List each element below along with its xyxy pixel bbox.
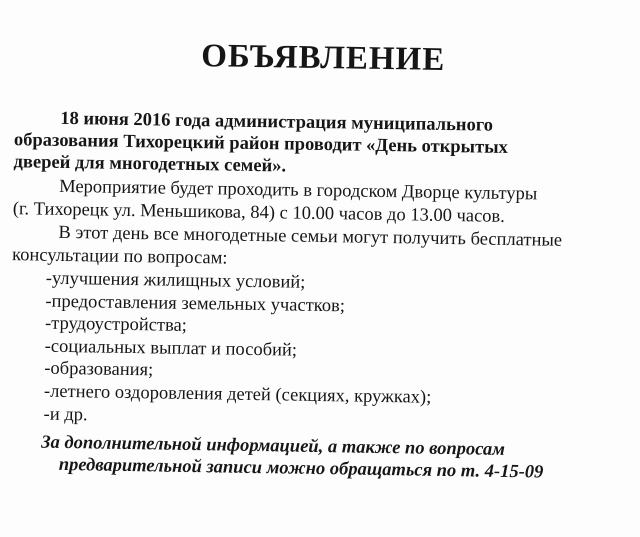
- footer-line: За дополнительной информацией, а также по вопросам: [41, 432, 506, 460]
- consult-line: В этот день все многодетные семьи могут получить бесплатные: [58, 222, 563, 251]
- consult-line: консультации по вопросам:: [11, 245, 228, 269]
- lead-line: 18 июня 2016 года администрация муниципального: [60, 108, 494, 136]
- topic-item: -и др.: [43, 404, 88, 425]
- footer-line: предварительной записи можно обращаться по т. 4-15-09: [58, 454, 544, 483]
- topic-item: -образования;: [44, 359, 154, 381]
- lead-line: образования Тихорецкий район проводит «День открытых: [13, 130, 509, 158]
- topic-item: -предоставления земельных участков;: [45, 291, 346, 316]
- venue-line: (г. Тихорецк ул. Меньшикова, 84) с 10.00 часов до 13.00 часов.: [12, 199, 506, 227]
- lead-line: дверей для многодетных семей».: [13, 152, 287, 177]
- topics-list: [43, 268, 433, 432]
- topic-item: -улучшения жилищных условий;: [45, 268, 306, 293]
- topic-item: -летнего оздоровления детей (секциях, кружках);: [43, 381, 432, 408]
- topic-item: -трудоустройства;: [44, 313, 188, 337]
- contact-footer: [41, 432, 602, 485]
- page-title: ОБЪЯВЛЕНИЕ: [200, 38, 446, 78]
- topic-item: -социальных выплат и пособий;: [44, 336, 298, 361]
- venue-line: Мероприятие будет проходить в городском Дворце культуры: [59, 176, 538, 205]
- lead-paragraph: [13, 107, 626, 183]
